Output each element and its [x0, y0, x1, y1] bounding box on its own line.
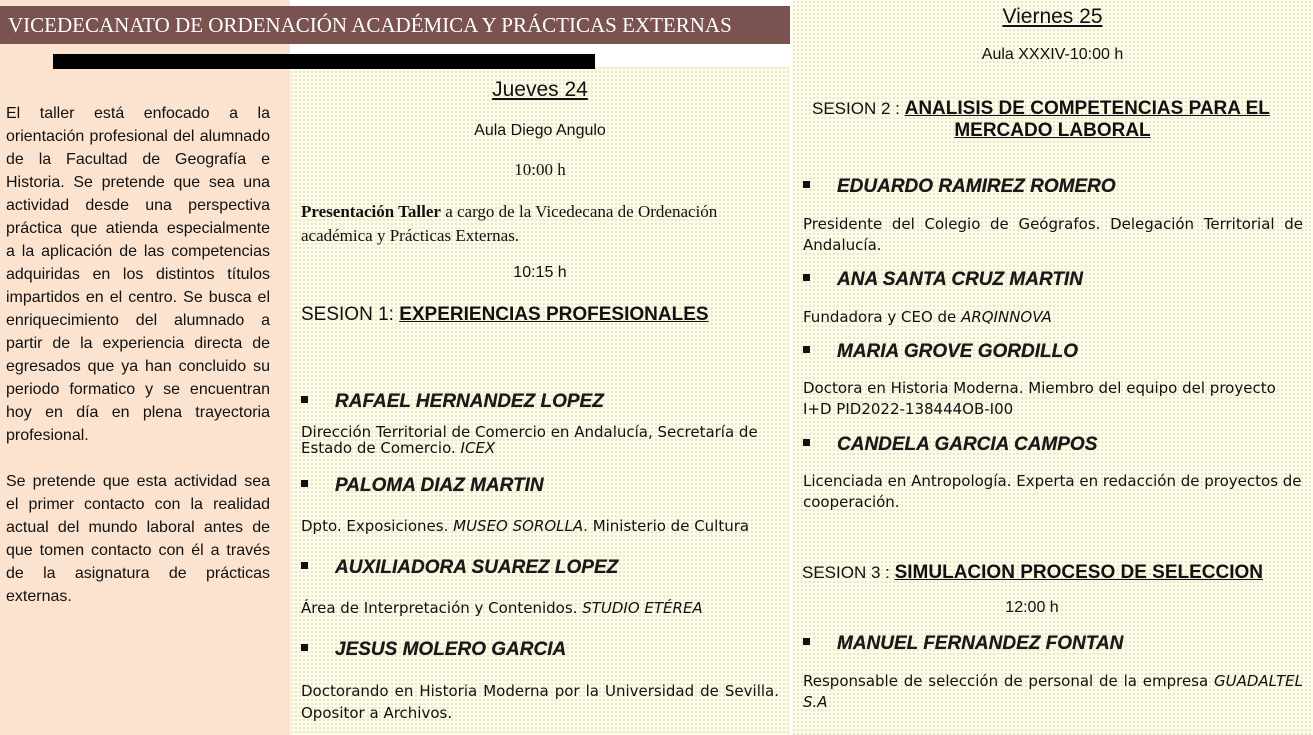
time-label: 10:00 h [514, 160, 566, 179]
session-title-continued: MERCADO LABORAL [954, 120, 1151, 141]
speaker-description: Doctorando en Historia Moderna por la Universidad de Sevilla. Opositor a Archivos. [301, 682, 779, 722]
speaker-name: AUXILIADORA SUAREZ LOPEZ [301, 557, 618, 579]
intro-paragraph: El taller está enfocado a la orientación profesional del alumnado de la Facultad de Geografía e Historia. Se pretende que sea una actividad desde una perspectiva práctica que atienda especialmente a la aplicación de las competencias adquiridas en los distintos títulos impartidos en el centro. Se busca el enriquecimiento del alumnado a partir de la experiencia directa de egresados que ya han concluido su periodo formatico y se encuentran hoy en día en plena trayectoria profesional. [6, 105, 270, 444]
header-title: VICEDECANATO DE ORDENACIÓN ACADÉMICA Y PRÁCTICAS EXTERNAS [0, 6, 790, 44]
session-heading [802, 562, 1263, 584]
bullet-icon [301, 562, 308, 569]
speaker-description: Dirección Territorial de Comercio en Andalucía, Secretaría de Estado de Comercio. ICEX [301, 423, 758, 457]
bullet-icon [301, 480, 308, 487]
bullet-icon [301, 396, 308, 403]
friday-column [792, 0, 1313, 735]
intro-text [6, 102, 270, 631]
speaker-description: Presidente del Colegio de Geógrafos. Delegación Territorial de Andalucía. [803, 215, 1303, 254]
presentation-text [301, 200, 781, 248]
speaker-description: Fundadora y CEO de ARQINNOVA [803, 308, 1052, 326]
speaker-description: Área de Interpretación y Contenidos. STUDIO ETÉREA [301, 599, 703, 617]
session-prefix: SESION 2 : [812, 99, 905, 118]
presentation-title: Presentación Taller [301, 202, 441, 221]
speaker-name: JESUS MOLERO GARCIA [301, 639, 566, 661]
bullet-icon [803, 638, 810, 645]
speaker-description: Dpto. Exposiciones. MUSEO SOROLLA. Ministerio de Cultura [301, 517, 750, 535]
thursday-column [290, 66, 790, 735]
speaker-name: MANUEL FERNANDEZ FONTAN [803, 633, 1123, 655]
speaker-description: Responsable de selección de personal de la empresa GUADALTEL S.A [803, 672, 1303, 711]
bullet-icon [301, 644, 308, 651]
session-title: EXPERIENCIAS PROFESIONALES [399, 304, 709, 325]
time-label: 10:15 h [513, 264, 567, 281]
day-heading: Viernes 25 [1002, 5, 1103, 28]
time-label: 12:00 h [1005, 599, 1059, 616]
speaker-description: Licenciada en Antropología. Experta en redacción de proyectos de cooperación. [803, 472, 1302, 511]
session-heading [301, 304, 709, 326]
room-time-label: Aula XXXIV-10:00 h [981, 46, 1124, 63]
room-label: Aula Diego Angulo [474, 122, 606, 139]
speaker-name: PALOMA DIAZ MARTIN [301, 475, 544, 497]
session-prefix: SESION 1: [301, 304, 400, 325]
session-title: ANALISIS DE COMPETENCIAS PARA EL [904, 98, 1270, 119]
bullet-icon [803, 439, 810, 446]
day-heading: Jueves 24 [492, 78, 588, 101]
redaction-bar [53, 54, 595, 69]
session-heading [812, 98, 1270, 120]
presentation-detail: a cargo de la Vicedecana de Ordenación académica y Prácticas Externas. [301, 202, 718, 245]
bullet-icon [803, 274, 810, 281]
speaker-name: RAFAEL HERNANDEZ LOPEZ [301, 391, 604, 413]
session-prefix: SESION 3 : [802, 563, 895, 582]
intro-panel [0, 0, 290, 735]
bullet-icon [803, 346, 810, 353]
speaker-name: ANA SANTA CRUZ MARTIN [803, 269, 1083, 291]
speaker-description: Doctora en Historia Moderna. Miembro del equipo del proyecto I+D PID2022-138444OB-I00 [803, 379, 1276, 418]
speaker-name: CANDELA GARCIA CAMPOS [803, 434, 1097, 456]
session-title: SIMULACION PROCESO DE SELECCION [894, 562, 1264, 583]
speaker-name: EDUARDO RAMIREZ ROMERO [803, 176, 1116, 198]
bullet-icon [803, 181, 810, 188]
intro-paragraph: Se pretende que esta actividad sea el primer contacto con la realidad actual del mundo laboral antes de que tomen contacto con él a través de la asignatura de prácticas externas. [6, 473, 270, 605]
speaker-name: MARIA GROVE GORDILLO [803, 341, 1078, 363]
